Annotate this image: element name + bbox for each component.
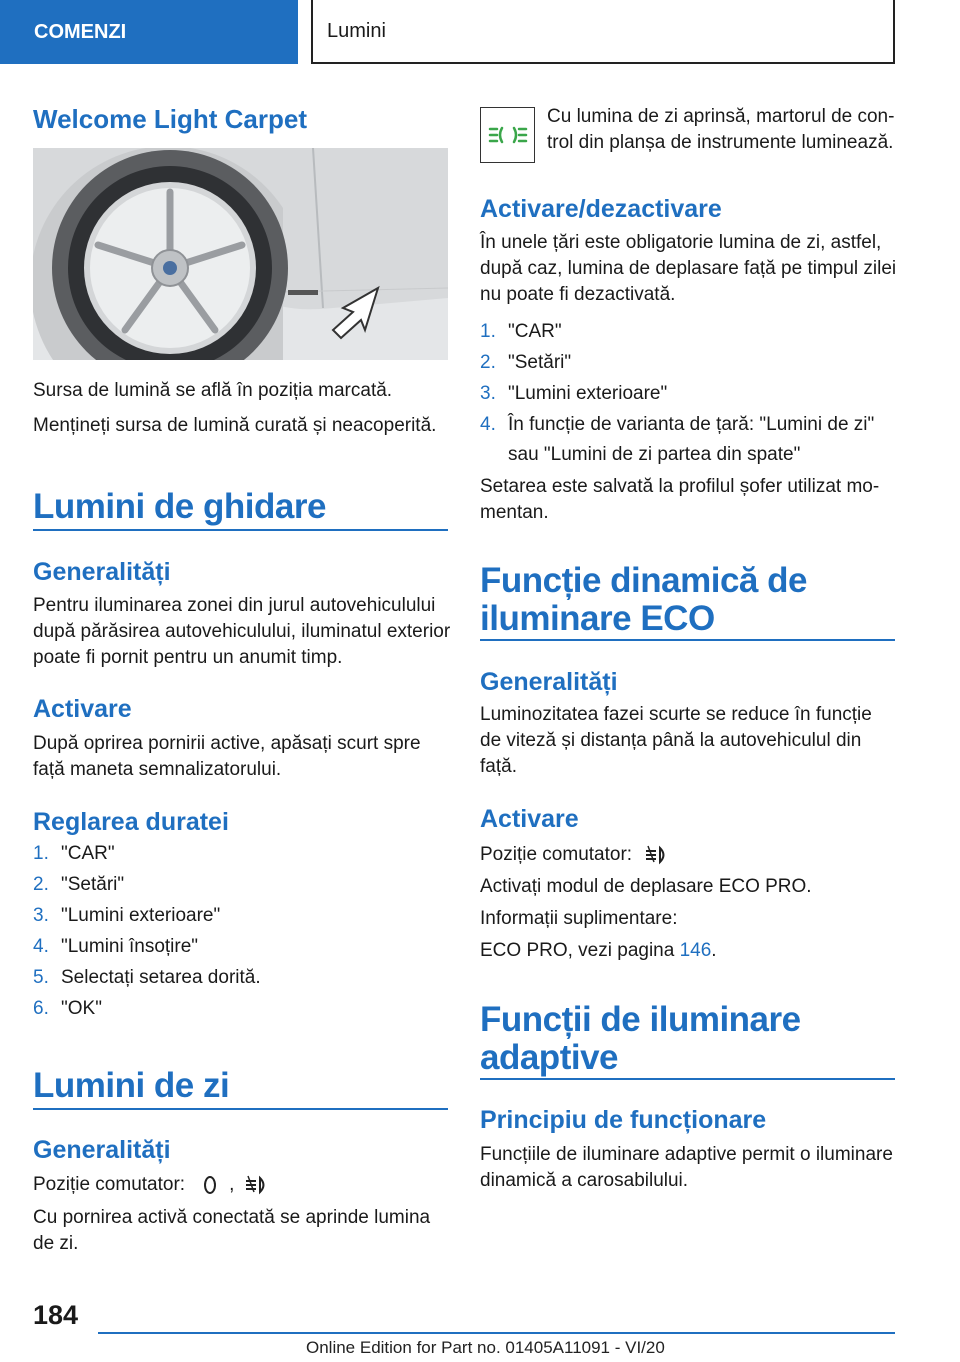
adaptive-title-line-1: Funcții de iluminare (480, 1000, 801, 1039)
section-divider (33, 529, 448, 531)
list-item (33, 962, 261, 993)
step-text: "OK" (61, 998, 102, 1019)
day-text (33, 1205, 430, 1257)
toggle-text-line-1: În unele țări este obligatorie lumina de zi, astfel, (480, 232, 882, 253)
eco-activation-title: Activare (480, 805, 579, 833)
list-item (33, 900, 261, 931)
adaptive-title-line-2: adaptive (480, 1038, 618, 1077)
section-divider (480, 1078, 895, 1080)
reference-end: . (711, 940, 717, 961)
guide-activation-title: Activare (33, 695, 132, 723)
guide-activation-line-2: față maneta semnalizatorului. (33, 759, 282, 780)
step-number: 3. (33, 905, 49, 926)
list-item (480, 347, 874, 378)
list-item (33, 869, 261, 900)
step-number: 2. (480, 352, 496, 373)
page-number: 184 (33, 1300, 79, 1330)
toggle-text-line-2: după caz, lumina de deplasare față pe timpul zilei (480, 258, 897, 279)
step-number: 1. (33, 843, 49, 864)
welcome-title: Welcome Light Carpet (33, 104, 308, 134)
eco-general-line-1: Luminozitatea fazei scurte se reduce în funcție (480, 704, 872, 725)
list-item (33, 838, 261, 869)
wheel-illustration-svg (33, 148, 448, 360)
guide-general-line-3: poate fi pornit pentru un anumit timp. (33, 647, 343, 668)
guide-lights-title: Lumini de ghidare (33, 487, 326, 526)
footer-divider (98, 1332, 895, 1334)
switch-separator: , (229, 1174, 235, 1195)
saved-text-line-1: Setarea este salvată la profilul șofer utilizat mo- (480, 476, 880, 497)
principle-text (480, 1142, 893, 1194)
indicator-text-line-2: trol din planșa de instrumente luminează. (547, 132, 894, 153)
principle-line-2: dinamică a carosabilului. (480, 1170, 689, 1191)
step-number: 3. (480, 383, 496, 404)
daylight-indicator-icon (480, 107, 535, 163)
step-text: "Setări" (61, 874, 125, 895)
step-number: 2. (33, 874, 49, 895)
eco-reference (480, 938, 717, 964)
adaptive-title (480, 1001, 801, 1077)
guide-activation-line-1: După oprirea pornirii active, apăsați scurt spre (33, 733, 421, 754)
indicator-text-line-1: Cu lumina de zi aprinsă, martorul de con- (547, 106, 895, 127)
auto-light-icon (642, 842, 672, 868)
step-number: 6. (33, 998, 49, 1019)
step-text: "CAR" (508, 321, 562, 342)
step-text: Selectați setarea dorită. (61, 967, 261, 988)
step-text: În funcție de varianta de țară: "Lumini de zi" (508, 414, 875, 435)
list-item (33, 931, 261, 962)
switch-label: Poziție comutator: (33, 1174, 186, 1195)
step-number: 5. (33, 967, 49, 988)
guide-general-title: Generalități (33, 558, 171, 586)
step-number: 1. (480, 321, 496, 342)
day-steps (480, 316, 874, 440)
eco-general-line-2: de viteză și distanța până la autovehiculul din (480, 730, 862, 751)
day-switch-position (33, 1172, 272, 1198)
list-item (480, 409, 874, 440)
step-number: 4. (33, 936, 49, 957)
principle-line-1: Funcțiile de iluminare adaptive permit o iluminare (480, 1144, 893, 1165)
list-item (33, 993, 261, 1024)
eco-mode-text: Activați modul de deplasare ECO PRO. (480, 876, 812, 897)
day-text-line-1: Cu pornirea activă conectată se aprinde lumina (33, 1207, 431, 1228)
step-text: "Lumini însoțire" (61, 936, 199, 957)
duration-steps (33, 838, 261, 1024)
eco-more-info: Informații suplimentare: (480, 908, 678, 929)
step-text: "CAR" (61, 843, 115, 864)
chapter-label: Lumini (327, 19, 386, 42)
wheel-illustration (33, 148, 448, 360)
day-lights-title: Lumini de zi (33, 1066, 230, 1105)
list-item (480, 316, 874, 347)
saved-text (480, 474, 879, 526)
principle-title: Principiu de funcționare (480, 1106, 767, 1134)
eco-general-title: Generalități (480, 668, 618, 696)
toggle-text (480, 230, 896, 308)
chapter-header (311, 0, 895, 64)
step-text: "Lumini exterioare" (61, 905, 221, 926)
duration-title: Reglarea duratei (33, 808, 229, 836)
edition-text: Online Edition for Part no. 01405A11091 - VI/20 (306, 1338, 665, 1357)
guide-general-line-1: Pentru iluminarea zonei din jurul autovehiculului (33, 595, 436, 616)
list-item (480, 378, 874, 409)
section-divider (33, 1108, 448, 1110)
step-text: "Setări" (508, 352, 572, 373)
indicator-text (547, 104, 894, 156)
eco-general-text (480, 702, 872, 780)
step-number: 4. (480, 414, 496, 435)
day-text-line-2: de zi. (33, 1233, 79, 1254)
step-4-continuation: sau "Lumini de zi partea din spate" (508, 444, 801, 465)
eco-general-line-3: față. (480, 756, 517, 777)
eco-title (480, 562, 807, 638)
welcome-text-1: Sursa de lumină se află în poziția marcată. (33, 380, 393, 401)
section-label: COMENZI (34, 20, 127, 43)
guide-general-line-2: după părăsirea autovehiculului, iluminatul exterior (33, 621, 451, 642)
daytime-running-light-icon (486, 120, 530, 150)
toggle-title: Activare/dezactivare (480, 195, 722, 223)
reference-text: ECO PRO, vezi pagina (480, 940, 675, 961)
section-tab (0, 0, 298, 64)
guide-general-text (33, 593, 453, 671)
toggle-text-line-3: nu poate fi dezactivată. (480, 284, 676, 305)
guide-activation-text (33, 731, 421, 783)
eco-switch-position (480, 842, 672, 868)
switch-off-icon (197, 1172, 223, 1198)
page-link[interactable]: 146 (679, 940, 712, 961)
eco-title-line-1: Funcție dinamică de (480, 561, 807, 600)
switch-label: Poziție comutator: (480, 844, 633, 865)
step-text: "Lumini exterioare" (508, 383, 668, 404)
auto-light-icon (242, 1172, 272, 1198)
saved-text-line-2: mentan. (480, 502, 549, 523)
eco-title-line-2: iluminare ECO (480, 599, 715, 638)
section-divider (480, 639, 895, 641)
day-general-title: Generalități (33, 1136, 171, 1164)
welcome-text-2: Mențineți sursa de lumină curată și neacoperită. (33, 415, 437, 436)
